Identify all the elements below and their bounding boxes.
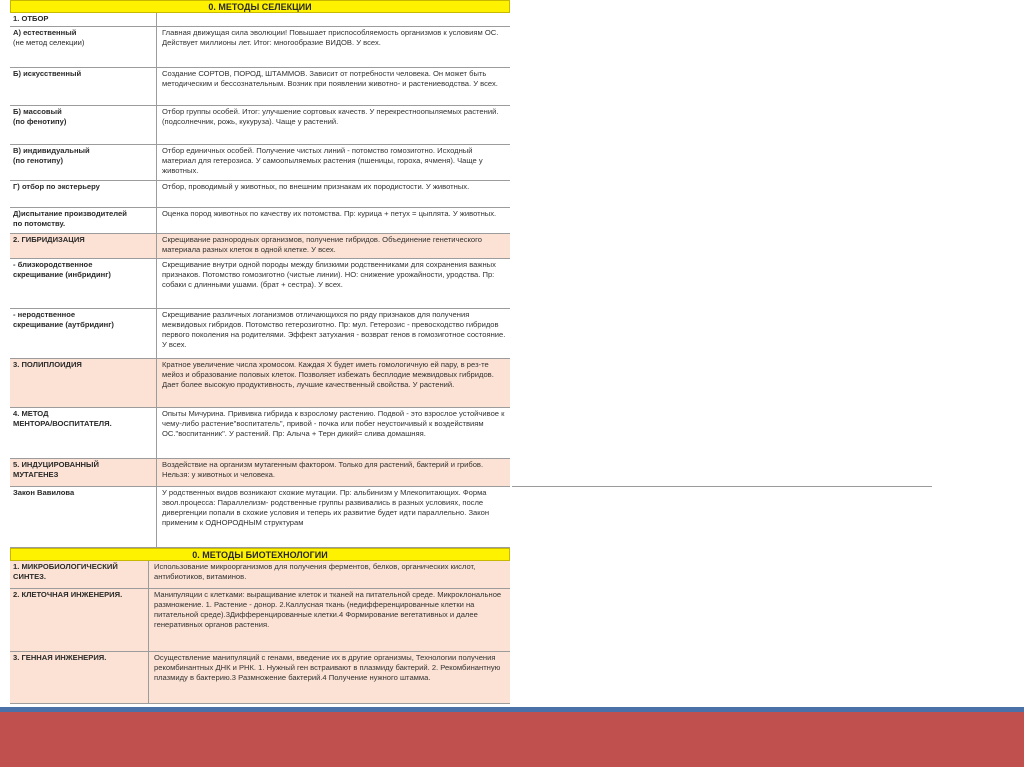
table-row xyxy=(10,487,510,548)
row-sublabel: скрещивание (аутбридинг) xyxy=(13,319,114,329)
row-text: Отбор единичных особей. Получение чистых линий - потомство гомозиготно. Исходный материал для гетерозиса. У самоопыляемых растения (пшеницы, гороха, ячменя). Чаще у животных. xyxy=(162,146,483,175)
row-label: - близкородственное xyxy=(13,260,93,269)
row-label: А) естественный xyxy=(13,28,77,37)
row-text: Опыты Мичурина. Прививка гибрида к взрослому растению. Подвой - это взрослое устойчивое к чему-либо растение"воспитатель", привой - почка или побег неустоичивый к воздействиям ОС."воспитанник". У растений. Пр: Алыча + Терн дикий= слива домашняя. xyxy=(162,409,505,438)
column-divider xyxy=(156,27,157,67)
row-label: 5. ИНДУЦИРОВАННЫЙ xyxy=(13,460,99,469)
row-sublabel: МУТАГЕНЕЗ xyxy=(13,469,59,479)
table-row xyxy=(10,459,510,487)
row-text: Кратное увеличение числа хромосом. Каждая Х будет иметь гомологичную ей пару, в рез-те мейоз и образование половых клеток. Позволяет избежать бесплодие межвидовых гибридов. Дает более высокую продуктивность, лучшие качественный свойства. У растений. xyxy=(162,360,494,389)
row-label: Б) искусственный xyxy=(13,69,82,78)
table-row xyxy=(10,13,510,27)
table-row xyxy=(10,68,510,106)
table-row xyxy=(10,309,510,359)
table-row xyxy=(10,181,510,208)
row-sublabel: скрещивание (инбридинг) xyxy=(13,269,111,279)
row-label: 2. ГИБРИДИЗАЦИЯ xyxy=(13,235,85,244)
row-sublabel: (по фенотипу) xyxy=(13,116,67,126)
column-divider xyxy=(156,234,157,258)
table-row xyxy=(10,652,510,704)
row-text: Осуществление манипуляций с генами, введение их в другие организмы, Технологии получения рекомбинантных ДНК и РНК. 1. Нужный ген встраивают в плазмиду бактерий. 2. Рекомбинантную плазмиду в бактерию.3 Размножение бактерий.4 Получение нужного штамма. xyxy=(154,653,501,682)
table-row xyxy=(10,359,510,408)
column-divider xyxy=(156,145,157,180)
table-row xyxy=(10,27,510,68)
row-label: Д)испытание производителей xyxy=(13,209,127,218)
row-label: 1. ОТБОР xyxy=(13,14,49,23)
footer-red-band xyxy=(0,712,1024,767)
row-label: 1. МИКРОБИОЛОГИЧЕСКИЙ xyxy=(13,562,118,571)
column-divider xyxy=(156,408,157,458)
row-text: Отбор, проводимый у животных, по внешним признакам их породистости. У животных. xyxy=(162,182,470,191)
table-row xyxy=(10,561,510,589)
row-text: Использование микроорганизмов для получения ферментов, белков, органических кислот, антибиотиков, витаминов. xyxy=(154,562,476,581)
row-label: 3. ПОЛИПЛОИДИЯ xyxy=(13,360,82,369)
selection-header: 0. МЕТОДЫ СЕЛЕКЦИИ xyxy=(10,0,510,13)
row-label: - неродственное xyxy=(13,310,76,319)
column-divider xyxy=(148,652,149,703)
row-label: 4. МЕТОД xyxy=(13,409,49,418)
row-text: Создание СОРТОВ, ПОРОД, ШТАММОВ. Зависит от потребности человека. Он может быть методическим и бессознательным. Возник при появлении животно- и растениеводства. У всех. xyxy=(162,69,498,88)
table-row xyxy=(10,234,510,259)
row-label: 3. ГЕННАЯ ИНЖЕНЕРИЯ. xyxy=(13,653,107,662)
column-divider xyxy=(156,106,157,144)
column-divider xyxy=(156,13,157,26)
row-label: Закон Вавилова xyxy=(13,488,75,497)
row-text: Манипуляции с клетками: выращивание клеток и тканей на питательной среде. Микроклональное размножение. 1. Растение - донор. 2.Каллусная ткань (недифференцированные клетки на питательной среде).3Дифференцированные клетки.4 Формирование вегетативных и далее генеративных органов растения. xyxy=(154,590,502,629)
table-row xyxy=(10,589,510,652)
table-row xyxy=(10,145,510,181)
row-sublabel: СИНТЕЗ. xyxy=(13,571,46,581)
table-row xyxy=(10,208,510,234)
row-text: Скрещивание различных логанизмов отличающихся по ряду признаков для получения межвидовых гибридов. Потомство гетерозиготно. Пр: мул. Гетерозис - превосходство гибридов первого поколения на родителями. Эффект затухания - возврат генов в гомозиготное состояние. У всех. xyxy=(162,310,506,349)
selection-methods-table xyxy=(10,0,510,706)
row-text: У родственных видов возникают схожие мутации. Пр: альбинизм у Млекопитающих. Форма эвол.процесса: Параллелизм- родственные группы развивались в разных условиях, после дивергенции попали в схожие условия и теперь их развитие будет идти параллельно. Закон применим к ОДНОРОДНЫМ структурам xyxy=(162,488,490,527)
row-text: Воздействие на организм мутагенным фактором. Только для растений, бактерий и грибов. Нельзя: у животных и человека. xyxy=(162,460,484,479)
table-row xyxy=(10,259,510,309)
row-label: Г) отбор по экстерьеру xyxy=(13,182,100,191)
row-text: Скрещивание разнородных организмов, получение гибридов. Объединение генетического материала разных клеток в одной клетке. У всех. xyxy=(162,235,482,254)
row-label: 2. КЛЕТОЧНАЯ ИНЖЕНЕРИЯ. xyxy=(13,590,123,599)
column-divider xyxy=(148,589,149,651)
row-sublabel: МЕНТОРА/ВОСПИТАТЕЛЯ. xyxy=(13,418,112,428)
row-text: Оценка пород животных по качеству их потомства. Пр: курица + петух = цыплята. У животных. xyxy=(162,209,497,218)
row-sublabel: (не метод селекции) xyxy=(13,37,85,47)
column-divider xyxy=(156,259,157,308)
row-text: Отбор группы особей. Итог: улучшение сортовых качеств. У перекрестноопыляемых растений. (подсолнечник, рожь, кукуруза). Чаще у растений. xyxy=(162,107,499,126)
column-divider xyxy=(156,181,157,207)
column-divider xyxy=(156,359,157,407)
column-divider xyxy=(156,208,157,233)
column-divider xyxy=(156,68,157,105)
column-divider xyxy=(148,561,149,588)
column-divider xyxy=(156,309,157,358)
row-label: Б) массовый xyxy=(13,107,62,116)
table-row xyxy=(10,106,510,145)
row-sublabel: по потомству. xyxy=(13,218,66,228)
biotech-header: 0. МЕТОДЫ БИОТЕХНОЛОГИИ xyxy=(10,548,510,561)
row-text: Главная движущая сила эволюции! Повышает приспособляемость организмов к условиям ОС. Действует миллионы лет. Итог: многообразие ВИДОВ. У всех. xyxy=(162,28,499,47)
table-row xyxy=(10,408,510,459)
row-text: Скрещивание внутри одной породы между близкими родственниками для сохранения важных признаков. Потомство гомозиготно (чистые линии). НО: снижение урожайности, уродства. Пр: собаки с длинными ушами. (брат + сестра). У всех. xyxy=(162,260,496,289)
horizontal-rule xyxy=(512,486,932,487)
row-sublabel: (по генотипу) xyxy=(13,155,64,165)
column-divider xyxy=(156,487,157,547)
row-label: В) индивидуальный xyxy=(13,146,90,155)
column-divider xyxy=(156,459,157,486)
